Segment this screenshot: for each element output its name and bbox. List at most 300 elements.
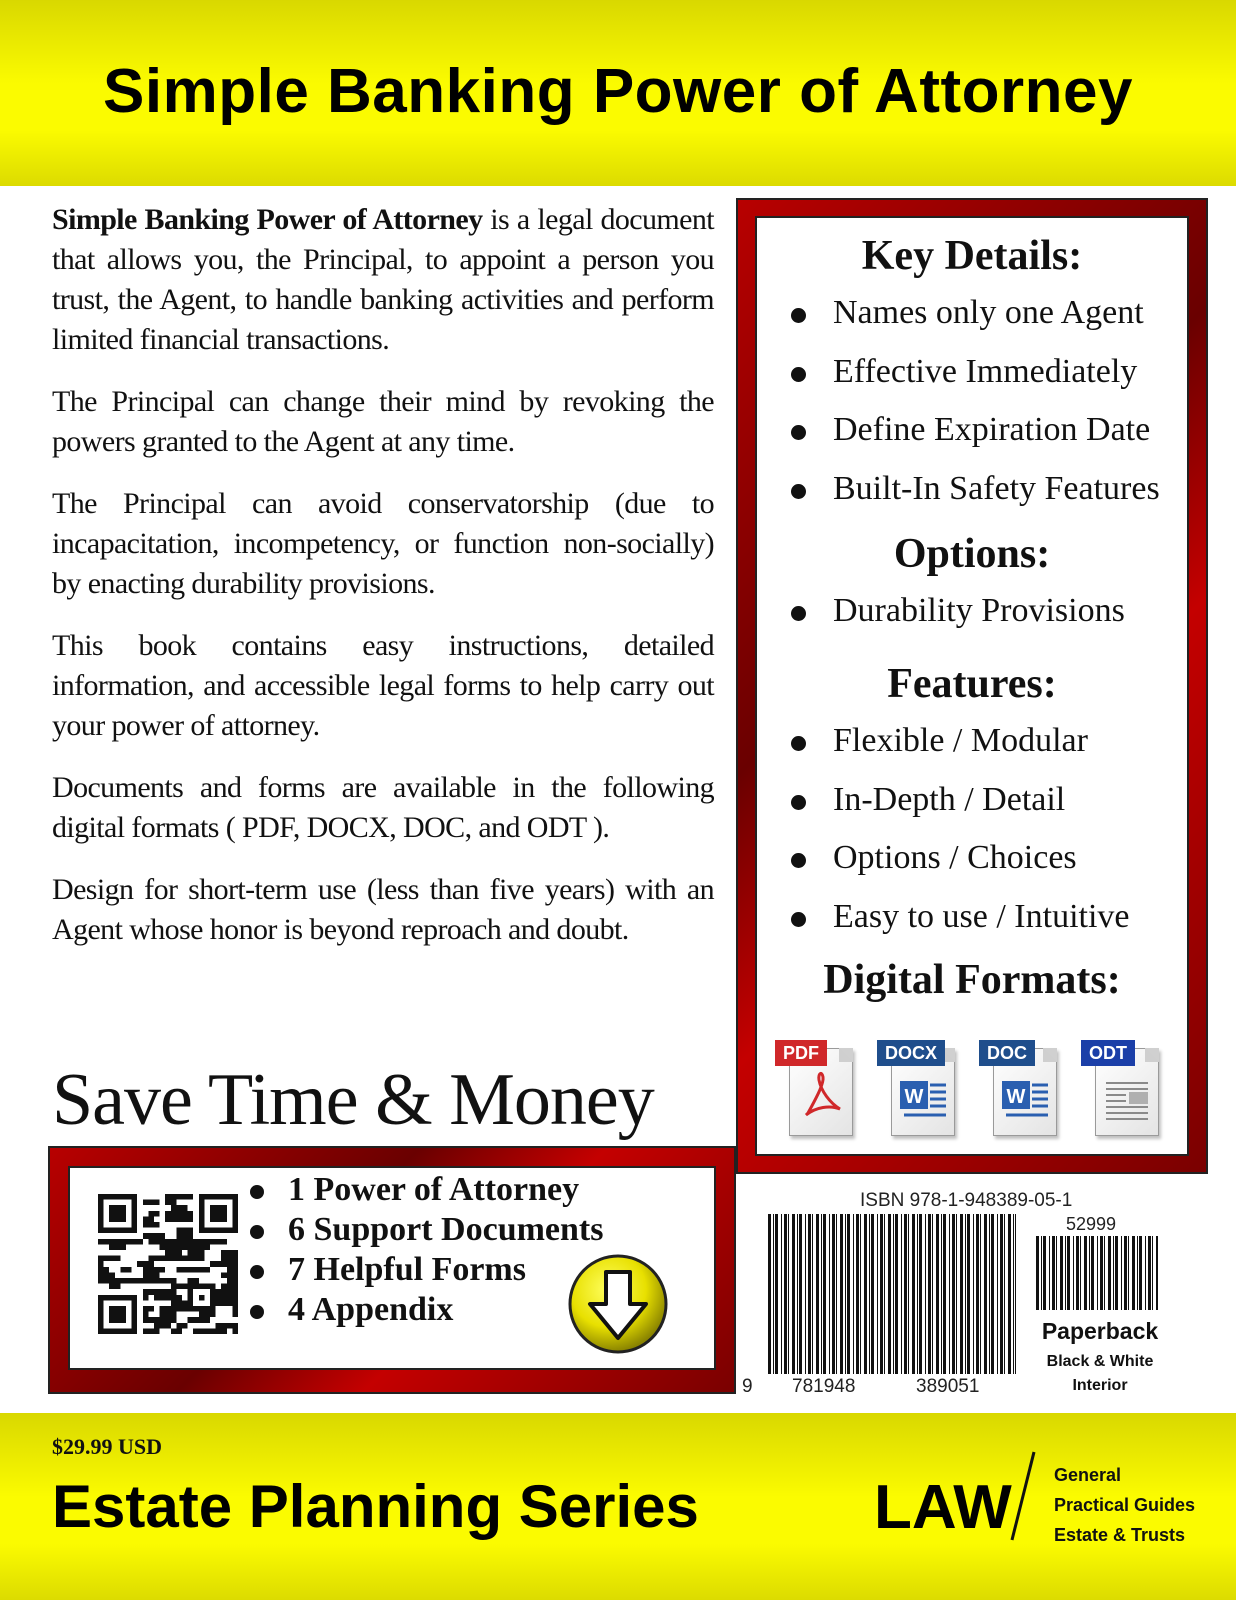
description-paragraph-1 bbox=[52, 200, 714, 360]
qr-module bbox=[143, 1261, 149, 1267]
barcode-bar bbox=[788, 1214, 789, 1374]
qr-module bbox=[221, 1272, 227, 1278]
qr-module bbox=[154, 1222, 160, 1228]
barcode-bar bbox=[928, 1214, 931, 1374]
qr-module bbox=[165, 1200, 171, 1206]
qr-module bbox=[188, 1256, 194, 1262]
qr-module bbox=[120, 1278, 126, 1284]
description-title-bold: Simple Banking Power of Attorney bbox=[52, 203, 483, 236]
qr-module bbox=[210, 1239, 216, 1245]
qr-module bbox=[143, 1295, 149, 1301]
qr-module bbox=[188, 1216, 194, 1222]
qr-module bbox=[98, 1261, 104, 1267]
contents-panel bbox=[48, 1146, 736, 1394]
qr-module bbox=[165, 1239, 171, 1245]
qr-module bbox=[104, 1278, 110, 1284]
interior-label: Black & White Interior bbox=[1046, 1353, 1154, 1394]
qr-module bbox=[221, 1256, 227, 1262]
qr-module bbox=[171, 1250, 177, 1256]
qr-module bbox=[160, 1317, 166, 1323]
options-list bbox=[791, 582, 1125, 641]
qr-module bbox=[188, 1278, 194, 1284]
qr-module bbox=[120, 1244, 126, 1250]
qr-module bbox=[204, 1244, 210, 1250]
contents-list bbox=[246, 1170, 603, 1330]
description-paragraph-4: This book contains easy instructions, detailed information, and accessible legal forms to help carry out your power of attorney. bbox=[52, 629, 714, 742]
barcode-bar bbox=[1043, 1236, 1046, 1310]
qr-module bbox=[143, 1289, 149, 1295]
qr-module bbox=[143, 1233, 149, 1239]
barcode-bar bbox=[1124, 1236, 1127, 1310]
qr-module bbox=[232, 1256, 238, 1262]
barcode-bar bbox=[880, 1214, 883, 1374]
key-detail-item: Define Expiration Date bbox=[791, 401, 1160, 460]
category-list bbox=[1054, 1460, 1195, 1550]
qr-module bbox=[143, 1272, 149, 1278]
key-details-list bbox=[791, 284, 1160, 518]
qr-module bbox=[216, 1261, 222, 1267]
barcode-bar bbox=[860, 1214, 861, 1374]
barcode-bar bbox=[1008, 1214, 1011, 1374]
qr-module bbox=[227, 1267, 233, 1273]
qr-module bbox=[188, 1267, 194, 1273]
features-list bbox=[791, 712, 1130, 946]
qr-module bbox=[232, 1328, 238, 1334]
qr-module bbox=[199, 1239, 205, 1245]
key-detail-item: Effective Immediately bbox=[791, 343, 1160, 402]
qr-module bbox=[193, 1256, 199, 1262]
barcode-bar bbox=[1004, 1214, 1005, 1374]
qr-module bbox=[154, 1233, 160, 1239]
qr-module bbox=[227, 1284, 233, 1290]
qr-module bbox=[148, 1289, 154, 1295]
qr-module bbox=[216, 1239, 222, 1245]
qr-module bbox=[154, 1200, 160, 1206]
qr-module bbox=[204, 1328, 210, 1334]
qr-module bbox=[120, 1267, 126, 1273]
qr-code[interactable] bbox=[98, 1194, 238, 1334]
qr-module bbox=[160, 1278, 166, 1284]
barcode-bar bbox=[1113, 1236, 1114, 1310]
qr-module bbox=[182, 1239, 188, 1245]
qr-module bbox=[165, 1256, 171, 1262]
qr-module bbox=[199, 1295, 205, 1301]
qr-module bbox=[176, 1306, 182, 1312]
digital-formats-heading: Digital Formats: bbox=[823, 957, 1121, 1003]
qr-module bbox=[199, 1312, 205, 1318]
barcode-bar bbox=[773, 1214, 774, 1374]
qr-module bbox=[165, 1278, 171, 1284]
qr-module bbox=[176, 1300, 182, 1306]
qr-module bbox=[199, 1317, 205, 1323]
qr-module bbox=[148, 1261, 154, 1267]
qr-module bbox=[143, 1267, 149, 1273]
doc-label: DOC bbox=[979, 1040, 1035, 1066]
docx-file-icon bbox=[877, 1040, 953, 1136]
qr-module bbox=[126, 1267, 132, 1273]
qr-module bbox=[148, 1211, 154, 1217]
qr-module bbox=[216, 1328, 222, 1334]
qr-module bbox=[104, 1267, 110, 1273]
qr-module bbox=[188, 1317, 194, 1323]
qr-module bbox=[176, 1328, 182, 1334]
qr-module bbox=[199, 1256, 205, 1262]
key-details-inner bbox=[755, 216, 1189, 1156]
qr-module bbox=[171, 1256, 177, 1262]
qr-module bbox=[182, 1284, 188, 1290]
barcode-bar bbox=[1073, 1236, 1074, 1310]
qr-module bbox=[165, 1244, 171, 1250]
barcode-bar bbox=[980, 1214, 981, 1374]
qr-module bbox=[193, 1328, 199, 1334]
qr-module bbox=[193, 1317, 199, 1323]
qr-module bbox=[109, 1284, 115, 1290]
barcode-bar bbox=[805, 1214, 806, 1374]
barcode-bar bbox=[1080, 1236, 1081, 1310]
qr-module bbox=[232, 1295, 238, 1301]
qr-module bbox=[176, 1228, 182, 1234]
key-details-heading: Key Details: bbox=[861, 233, 1083, 279]
qr-module bbox=[232, 1312, 238, 1318]
barcode-bar bbox=[1108, 1236, 1111, 1310]
barcode-bar bbox=[893, 1214, 894, 1374]
barcode-bar bbox=[1041, 1236, 1042, 1310]
qr-module bbox=[143, 1312, 149, 1318]
qr-module bbox=[199, 1250, 205, 1256]
qr-module bbox=[221, 1284, 227, 1290]
qr-module bbox=[199, 1267, 205, 1273]
qr-module bbox=[115, 1278, 121, 1284]
qr-module bbox=[154, 1256, 160, 1262]
qr-module bbox=[115, 1239, 121, 1245]
price-code: 52999 bbox=[1066, 1214, 1117, 1234]
barcode-bar bbox=[956, 1214, 957, 1374]
description-paragraph-5: Documents and forms are available in the following digital formats ( PDF, DOCX, DOC, and ODT ). bbox=[52, 771, 714, 844]
barcode-bar bbox=[847, 1214, 850, 1374]
qr-module bbox=[104, 1239, 110, 1245]
qr-module bbox=[104, 1256, 110, 1262]
qr-module bbox=[221, 1328, 227, 1334]
qr-module bbox=[221, 1261, 227, 1267]
qr-module bbox=[137, 1278, 143, 1284]
qr-module bbox=[165, 1306, 171, 1312]
qr-module bbox=[148, 1278, 154, 1284]
qr-module bbox=[193, 1250, 199, 1256]
feature-item: Easy to use / Intuitive bbox=[791, 888, 1130, 947]
qr-module bbox=[182, 1233, 188, 1239]
qr-module bbox=[204, 1312, 210, 1318]
qr-module bbox=[109, 1256, 115, 1262]
barcode-bar bbox=[812, 1214, 813, 1374]
qr-module bbox=[165, 1194, 171, 1200]
barcode-bar bbox=[1060, 1236, 1063, 1310]
barcode-bar bbox=[1139, 1236, 1142, 1310]
qr-module bbox=[143, 1306, 149, 1312]
price: $29.99 USD bbox=[52, 1434, 163, 1459]
barcode-bar bbox=[1067, 1236, 1070, 1310]
barcode-bar bbox=[1052, 1236, 1055, 1310]
barcode-bar bbox=[991, 1214, 994, 1374]
qr-module bbox=[176, 1256, 182, 1262]
qr-module bbox=[126, 1239, 132, 1245]
qr-module bbox=[98, 1239, 104, 1245]
qr-module bbox=[154, 1267, 160, 1273]
category-item: Practical Guides bbox=[1054, 1495, 1196, 1515]
qr-module bbox=[176, 1267, 182, 1273]
barcode-bar bbox=[821, 1214, 822, 1374]
barcode-bar bbox=[917, 1214, 918, 1374]
qr-module bbox=[154, 1211, 160, 1217]
qr-module bbox=[221, 1295, 227, 1301]
barcode-bar bbox=[871, 1214, 874, 1374]
qr-module bbox=[143, 1216, 149, 1222]
barcode-bar bbox=[1100, 1236, 1103, 1310]
qr-module bbox=[232, 1261, 238, 1267]
qr-module bbox=[182, 1306, 188, 1312]
barcode-bar bbox=[976, 1214, 979, 1374]
barcode-bar bbox=[1089, 1236, 1090, 1310]
qr-module bbox=[165, 1216, 171, 1222]
docx-label: DOCX bbox=[877, 1040, 945, 1066]
key-detail-item: Built-In Safety Features bbox=[791, 460, 1160, 519]
qr-module bbox=[176, 1250, 182, 1256]
qr-module bbox=[182, 1256, 188, 1262]
description-paragraph-2: The Principal can change their mind by revoking the powers granted to the Agent at any time. bbox=[52, 385, 714, 458]
barcode-bar bbox=[1145, 1236, 1146, 1310]
barcode-bar bbox=[768, 1214, 771, 1374]
barcode-bars bbox=[768, 1214, 1016, 1374]
barcode-bar bbox=[1128, 1236, 1129, 1310]
addon-barcode-bars bbox=[1036, 1236, 1158, 1310]
qr-module bbox=[193, 1239, 199, 1245]
qr-module bbox=[188, 1228, 194, 1234]
barcode-bar bbox=[877, 1214, 878, 1374]
qr-module bbox=[115, 1256, 121, 1262]
qr-module bbox=[171, 1328, 177, 1334]
category-item: Estate & Trusts bbox=[1054, 1525, 1186, 1545]
barcode-bar bbox=[895, 1214, 898, 1374]
qr-module bbox=[193, 1244, 199, 1250]
qr-module bbox=[199, 1244, 205, 1250]
barcode-bar bbox=[912, 1214, 915, 1374]
qr-module bbox=[148, 1222, 154, 1228]
barcode-bar bbox=[1015, 1214, 1016, 1374]
contents-item: 6 Support Documents bbox=[246, 1210, 603, 1250]
description-paragraph-3: The Principal can avoid conservatorship (due to incapacitation, incompetency, or function non-socially) by enacting durability provisions. bbox=[52, 487, 714, 600]
qr-module bbox=[232, 1306, 238, 1312]
qr-module bbox=[109, 1306, 126, 1323]
qr-module bbox=[160, 1312, 166, 1318]
qr-module bbox=[171, 1205, 177, 1211]
qr-module bbox=[120, 1239, 126, 1245]
barcode-bar bbox=[1065, 1236, 1066, 1310]
qr-module bbox=[210, 1261, 216, 1267]
qr-module bbox=[160, 1323, 166, 1329]
qr-module bbox=[160, 1256, 166, 1262]
barcode-bar bbox=[904, 1214, 907, 1374]
qr-module bbox=[160, 1244, 166, 1250]
qr-module bbox=[176, 1194, 182, 1200]
svg-text:W: W bbox=[904, 1086, 924, 1108]
slash-divider bbox=[1008, 1448, 1038, 1544]
qr-module bbox=[126, 1278, 132, 1284]
qr-module bbox=[171, 1278, 177, 1284]
barcode-bar bbox=[792, 1214, 795, 1374]
qr-module bbox=[154, 1289, 160, 1295]
barcode-bar bbox=[919, 1214, 922, 1374]
qr-module bbox=[176, 1295, 182, 1301]
barcode-bar bbox=[943, 1214, 946, 1374]
qr-module bbox=[171, 1312, 177, 1318]
format-label: Paperback bbox=[1041, 1318, 1159, 1344]
qr-module bbox=[210, 1205, 227, 1222]
qr-module bbox=[221, 1289, 227, 1295]
feature-item: In-Depth / Detail bbox=[791, 771, 1130, 830]
qr-module bbox=[227, 1289, 233, 1295]
qr-module bbox=[143, 1278, 149, 1284]
qr-module bbox=[176, 1239, 182, 1245]
barcode-bar bbox=[775, 1214, 778, 1374]
qr-module bbox=[232, 1272, 238, 1278]
qr-module bbox=[227, 1250, 233, 1256]
barcode-bar bbox=[908, 1214, 909, 1374]
qr-module bbox=[171, 1216, 177, 1222]
barcode-bar bbox=[836, 1214, 837, 1374]
barcode-bar bbox=[1121, 1236, 1122, 1310]
barcode-bar bbox=[797, 1214, 798, 1374]
description-paragraph-6: Design for short-term use (less than five years) with an Agent whose honor is beyond reproach and doubt. bbox=[52, 873, 714, 946]
qr-module bbox=[221, 1300, 227, 1306]
description-text: is a legal document that allows you, the Principal, to appoint a person you trust, the Agent, to handle banking activities and perform limited financial transactions. bbox=[52, 203, 714, 356]
slogan: Save Time & Money bbox=[52, 1059, 654, 1141]
description bbox=[52, 200, 714, 972]
qr-module bbox=[227, 1300, 233, 1306]
qr-module bbox=[221, 1250, 227, 1256]
barcode-bar bbox=[1137, 1236, 1138, 1310]
qr-module bbox=[182, 1244, 188, 1250]
qr-module bbox=[109, 1244, 115, 1250]
qr-module bbox=[188, 1211, 194, 1217]
barcode-bar bbox=[853, 1214, 854, 1374]
qr-module bbox=[109, 1205, 126, 1222]
qr-module bbox=[104, 1272, 110, 1278]
feature-item: Flexible / Modular bbox=[791, 712, 1130, 771]
qr-module bbox=[176, 1205, 182, 1211]
qr-module bbox=[176, 1284, 182, 1290]
isbn-barcode bbox=[742, 1170, 1210, 1400]
qr-module bbox=[160, 1295, 166, 1301]
barcode-bar bbox=[1152, 1236, 1153, 1310]
barcode-bar bbox=[1056, 1236, 1057, 1310]
qr-module bbox=[182, 1205, 188, 1211]
qr-module bbox=[176, 1216, 182, 1222]
isbn-number: ISBN 978-1-948389-05-1 bbox=[860, 1190, 1073, 1211]
qr-module bbox=[171, 1211, 177, 1217]
qr-module bbox=[171, 1289, 177, 1295]
barcode-bar bbox=[823, 1214, 826, 1374]
qr-module bbox=[188, 1233, 194, 1239]
qr-module bbox=[143, 1328, 149, 1334]
qr-module bbox=[154, 1295, 160, 1301]
barcode-bar bbox=[925, 1214, 926, 1374]
features-heading: Features: bbox=[887, 661, 1057, 707]
options-heading: Options: bbox=[893, 531, 1051, 577]
qr-module bbox=[109, 1272, 115, 1278]
barcode-bar bbox=[784, 1214, 787, 1374]
barcode-bar bbox=[845, 1214, 846, 1374]
category-item: General bbox=[1054, 1465, 1122, 1485]
qr-module bbox=[232, 1284, 238, 1290]
qr-module bbox=[182, 1323, 188, 1329]
barcode-bar bbox=[932, 1214, 933, 1374]
qr-module bbox=[171, 1244, 177, 1250]
qr-module bbox=[210, 1328, 216, 1334]
qr-module bbox=[160, 1233, 166, 1239]
qr-module bbox=[154, 1272, 160, 1278]
barcode-digits-left: 781948 bbox=[792, 1376, 856, 1397]
qr-module bbox=[154, 1278, 160, 1284]
barcode-bar bbox=[864, 1214, 867, 1374]
qr-module bbox=[221, 1239, 227, 1245]
qr-module bbox=[160, 1306, 166, 1312]
barcode-bar bbox=[901, 1214, 902, 1374]
qr-module bbox=[132, 1239, 138, 1245]
qr-module bbox=[171, 1200, 177, 1206]
barcode-bar bbox=[1036, 1236, 1039, 1310]
key-detail-item: Names only one Agent bbox=[791, 284, 1160, 343]
qr-module bbox=[98, 1267, 104, 1273]
feature-item: Options / Choices bbox=[791, 829, 1130, 888]
barcode-bar bbox=[1000, 1214, 1003, 1374]
law-label: LAW bbox=[874, 1473, 1012, 1542]
qr-module bbox=[165, 1312, 171, 1318]
qr-module bbox=[193, 1267, 199, 1273]
svg-text:W: W bbox=[1006, 1086, 1026, 1108]
barcode-bar bbox=[832, 1214, 835, 1374]
qr-module bbox=[98, 1278, 104, 1284]
barcode-bar bbox=[997, 1214, 998, 1374]
qr-module bbox=[182, 1300, 188, 1306]
qr-module bbox=[227, 1278, 233, 1284]
qr-module bbox=[143, 1317, 149, 1323]
qr-module bbox=[115, 1244, 121, 1250]
contents-item: 1 Power of Attorney bbox=[246, 1170, 603, 1210]
barcode-bar bbox=[869, 1214, 870, 1374]
barcode-bar bbox=[840, 1214, 843, 1374]
qr-module bbox=[216, 1289, 222, 1295]
qr-module bbox=[165, 1289, 171, 1295]
odt-file-icon bbox=[1081, 1040, 1157, 1136]
qr-module bbox=[210, 1312, 216, 1318]
qr-module bbox=[176, 1323, 182, 1329]
qr-module bbox=[148, 1267, 154, 1273]
qr-module bbox=[165, 1211, 171, 1217]
barcode-bar bbox=[856, 1214, 859, 1374]
qr-module bbox=[137, 1261, 143, 1267]
qr-module bbox=[148, 1256, 154, 1262]
qr-module bbox=[148, 1233, 154, 1239]
qr-module bbox=[221, 1323, 227, 1329]
barcode-bar bbox=[960, 1214, 963, 1374]
barcode-bar bbox=[1115, 1236, 1118, 1310]
barcode-bar bbox=[1148, 1236, 1151, 1310]
pdf-label: PDF bbox=[775, 1040, 827, 1066]
qr-module bbox=[171, 1306, 177, 1312]
qr-module bbox=[148, 1272, 154, 1278]
contents-item: 4 Appendix bbox=[246, 1290, 603, 1330]
barcode-bar bbox=[949, 1214, 950, 1374]
qr-module bbox=[188, 1239, 194, 1245]
